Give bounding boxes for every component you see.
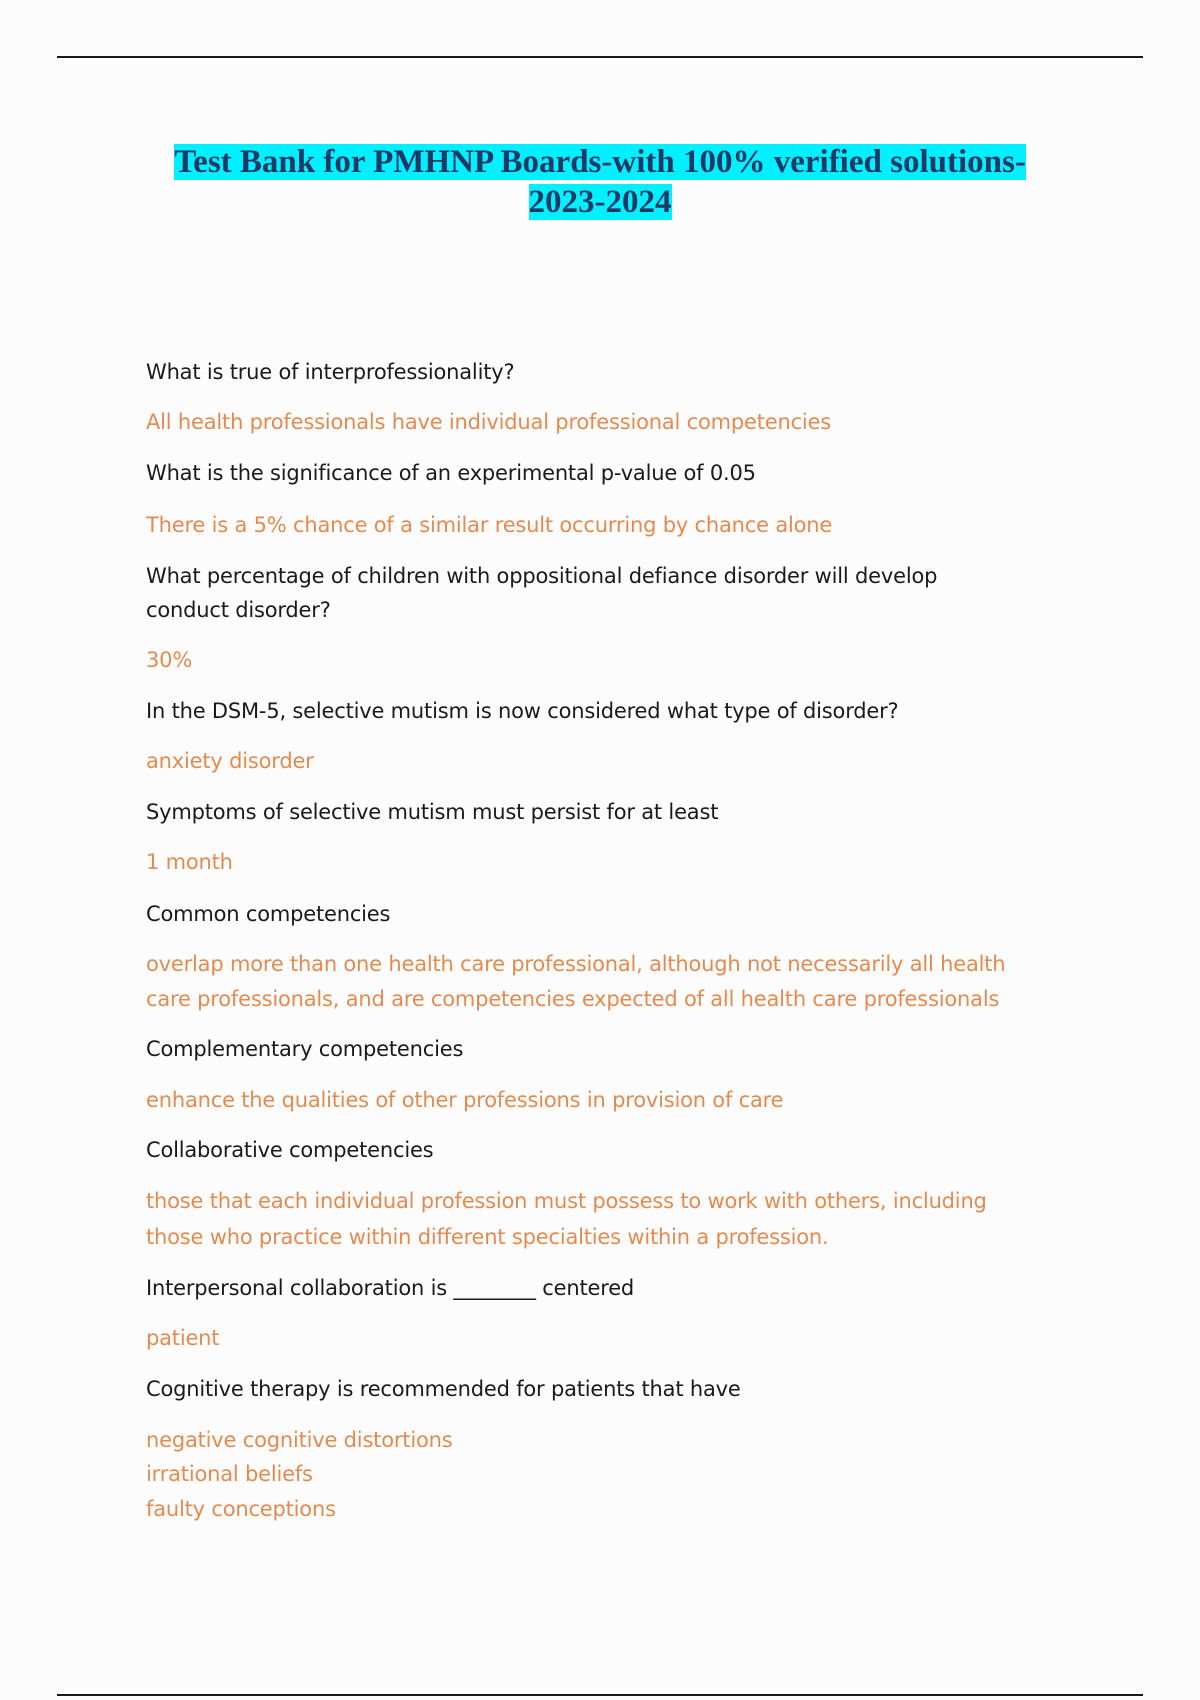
answer-10-line-1: negative cognitive distortions [146, 1428, 453, 1452]
question-8: Collaborative competencies [146, 1138, 434, 1162]
answer-1: All health professionals have individual professional competencies [146, 410, 832, 434]
question-3-line-1: What percentage of children with oppositional defiance disorder will develop [146, 564, 938, 588]
question-4: In the DSM-5, selective mutism is now considered what type of disorder? [146, 699, 899, 723]
answer-6-line-2: care professionals, and are competencies expected of all health care professionals [146, 987, 1000, 1011]
title-line-2: 2023-2024 [528, 184, 672, 220]
top-rule [57, 56, 1143, 58]
answer-9: patient [146, 1326, 220, 1350]
title-line-1: Test Bank for PMHNP Boards-with 100% verified solutions- [174, 144, 1026, 180]
answer-3: 30% [146, 648, 193, 672]
question-1: What is true of interprofessionality? [146, 360, 515, 384]
answer-4: anxiety disorder [146, 749, 314, 773]
answer-5: 1 month [146, 850, 233, 874]
question-2: What is the significance of an experimental p-value of 0.05 [146, 461, 756, 485]
document-title [0, 142, 1200, 222]
answer-8-line-1: those that each individual profession must possess to work with others, including [146, 1189, 987, 1213]
question-5: Symptoms of selective mutism must persist for at least [146, 800, 719, 824]
question-9: Interpersonal collaboration is ________ centered [146, 1276, 635, 1300]
question-10: Cognitive therapy is recommended for patients that have [146, 1377, 741, 1401]
answer-10-line-3: faulty conceptions [146, 1497, 336, 1521]
answer-2: There is a 5% chance of a similar result occurring by chance alone [146, 513, 833, 537]
answer-8-line-2: those who practice within different specialties within a profession. [146, 1225, 829, 1249]
bottom-rule [57, 1694, 1143, 1696]
question-3-line-2: conduct disorder? [146, 598, 331, 622]
answer-10-line-2: irrational beliefs [146, 1462, 313, 1486]
question-6: Common competencies [146, 902, 391, 926]
answer-6-line-1: overlap more than one health care professional, although not necessarily all health [146, 952, 1006, 976]
question-7: Complementary competencies [146, 1037, 464, 1061]
answer-7: enhance the qualities of other professions in provision of care [146, 1088, 784, 1112]
